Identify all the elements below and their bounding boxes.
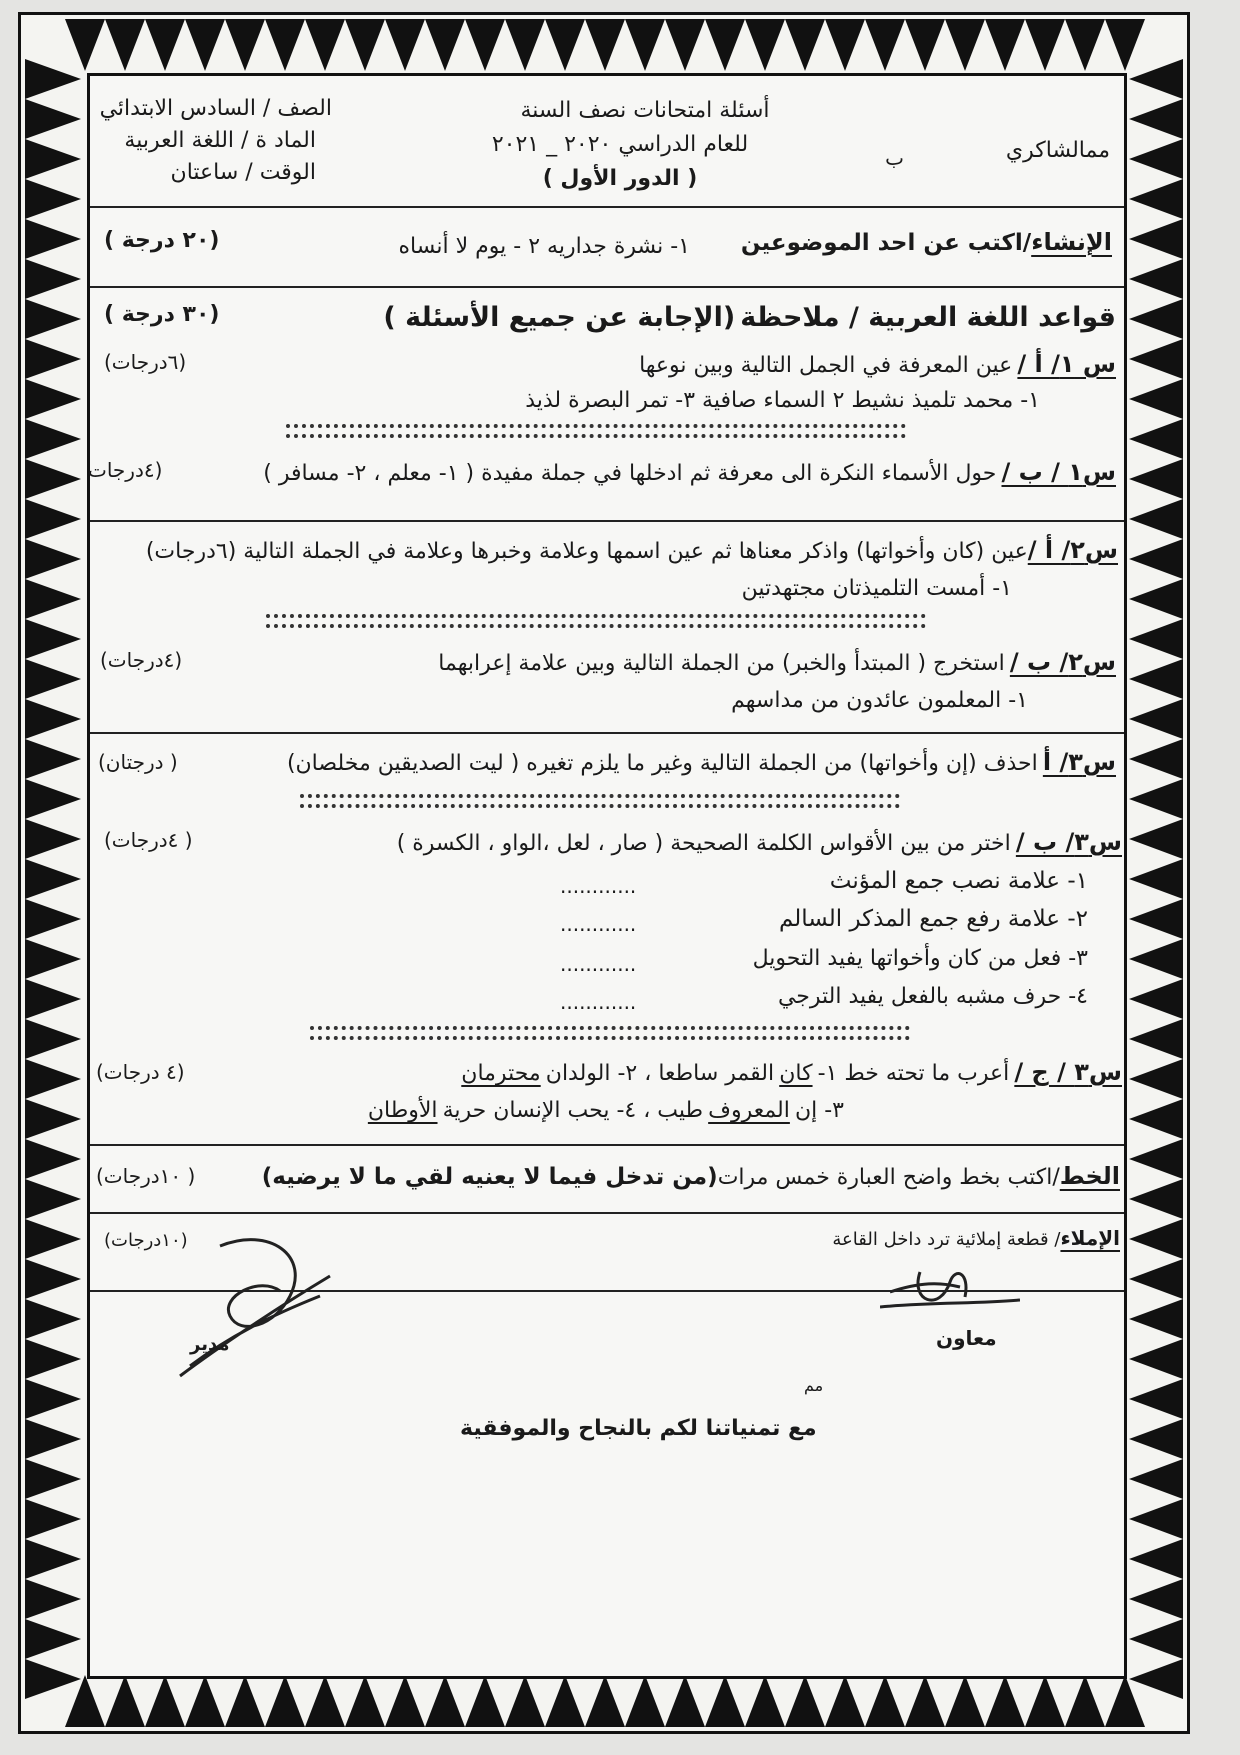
grammar-marks: (٣٠ درجة ) [104,302,220,327]
border-triangle [105,1675,145,1727]
border-triangle [25,1619,81,1659]
border-triangle [1129,1659,1183,1699]
border-triangle [265,19,305,71]
border-triangle [1129,579,1183,619]
border-triangle [465,1675,505,1727]
border-triangle [25,659,81,699]
border-triangle [1129,899,1183,939]
border-triangle [1129,1099,1183,1139]
q3b-option-1: ١- علامة نصب جمع المؤنث [829,868,1088,894]
border-triangle [25,1059,81,1099]
signature-right [880,1252,1020,1322]
border-triangle [25,1139,81,1179]
border-triangle [705,19,745,71]
underlined-word: محترمان [461,1061,541,1086]
dotted-line [286,424,906,432]
border-triangle [185,19,225,71]
dotted-line [310,1026,910,1034]
border-triangle [25,1379,81,1419]
border-triangle [25,1179,81,1219]
underlined-word: المعروف [708,1098,790,1123]
composition-question [741,228,1112,256]
border-triangle [945,1675,985,1727]
underlined-word: كان [779,1061,813,1086]
border-triangle [1129,1539,1183,1579]
composition-label: الإنشاء [1031,228,1112,256]
dotted-line [266,614,926,622]
border-triangle [1129,99,1183,139]
school-stamp: ممالشاكري [1005,138,1110,163]
divider [90,286,1124,288]
q2a-item: ١- أمست التلميذتان مجتهدتين [741,576,1012,601]
border-triangle [1129,1379,1183,1419]
border-triangle [785,1675,825,1727]
border-triangle [25,99,81,139]
border-triangle [265,1675,305,1727]
dotted-line [300,794,900,802]
border-triangle [625,19,665,71]
border-triangle [1129,459,1183,499]
q3c: س٣ / ج / أعرب ما تحته خط ١- كان القمر ساطعا ، ٢- الولدان محترمان [461,1058,1122,1086]
border-triangle [785,19,825,71]
border-triangle [25,1219,81,1259]
border-triangle [1129,379,1183,419]
q3b-option-3: ٣- فعل من كان وأخواتها يفيد التحويل [752,946,1088,971]
border-triangle [1065,19,1105,71]
exam-content [87,73,1127,1679]
q3a: س٣/ أ احذف (إن وأخواتها) من الجملة التالية وغير ما يلزم تغيره ( ليت الصديقين مخلصان) [286,748,1116,776]
q2b-item: ١- المعلمون عائدون من مداسهم [731,688,1028,713]
border-triangle [1129,1179,1183,1219]
q1a-marks: (٦درجات) [104,350,187,374]
border-triangle [25,1339,81,1379]
exam-title: أسئلة امتحانات نصف السنة [520,98,770,123]
exam-round: ( الدور الأول ) [542,166,698,191]
border-triangle [25,59,81,99]
border-triangle [25,539,81,579]
border-triangle [25,459,81,499]
q3b-option-2: ٢- علامة رفع جمع المذكر السالم [778,906,1088,932]
border-triangle [25,1259,81,1299]
border-triangle [1129,819,1183,859]
q2b: س٢/ ب / استخرج ( المبتدأ والخبر) من الجملة التالية وبين علامة إعرابهما [438,648,1116,676]
border-triangle [25,739,81,779]
border-triangle [1129,1019,1183,1059]
border-triangle [25,699,81,739]
border-triangle [25,1419,81,1459]
border-triangle [1129,59,1183,99]
border-triangle [1129,139,1183,179]
border-triangle [25,619,81,659]
border-triangle [1025,1675,1065,1727]
border-triangle [425,19,465,71]
border-triangle [25,339,81,379]
border-triangle [1129,1059,1183,1099]
border-triangle [145,1675,185,1727]
border-triangle [505,1675,545,1727]
q1b-marks: (٤درجات [88,458,163,482]
border-triangle [25,1299,81,1339]
signature-left-name: مدير [190,1334,230,1355]
divider [90,1212,1124,1214]
border-triangle [25,1019,81,1059]
border-triangle [665,1675,705,1727]
border-triangle [345,19,385,71]
border-triangle [345,1675,385,1727]
q2a: س٢/ أ /عين (كان وأخواتها) واذكر معناها ثم عين اسمها وعلامة وخبرها وعلامة في الجملة التالية (٦درجات) [145,536,1118,564]
q3a-marks: ( درجتان) [98,750,178,774]
border-triangle [585,19,625,71]
border-triangle [1129,339,1183,379]
border-triangle [25,379,81,419]
border-triangle [505,19,545,71]
border-triangle [1129,659,1183,699]
border-triangle [825,1675,865,1727]
border-triangle [1129,979,1183,1019]
border-triangle [1129,739,1183,779]
border-triangle [1129,1419,1183,1459]
border-triangle [25,259,81,299]
border-triangle [25,179,81,219]
answer-blank[interactable]: ............ [560,952,637,976]
q3b-marks: ( ٤درجات) [104,828,193,852]
border-triangle [105,19,145,71]
signature-left [160,1216,340,1386]
composition-instruction: /اكتب عن احد الموضوعين [740,230,1032,256]
q1b: س١ / ب / حول الأسماء النكرة الى معرفة ثم ادخلها في جملة مفيدة ( ١- معلم ، ٢- مسافر ) [263,458,1116,486]
dotted-line [300,804,900,812]
border-triangle [25,979,81,1019]
signature-right-name: معاون [936,1326,997,1350]
border-triangle [985,19,1025,71]
border-triangle [865,19,905,71]
border-triangle [1129,1459,1183,1499]
border-triangle [25,859,81,899]
border-triangle [545,19,585,71]
border-triangle [1129,219,1183,259]
border-triangle [1129,419,1183,459]
border-triangle [385,19,425,71]
border-triangle [905,1675,945,1727]
border-triangle [945,19,985,71]
border-triangle [25,219,81,259]
border-triangle [25,1459,81,1499]
divider [90,206,1124,208]
border-triangle [865,1675,905,1727]
border-triangle [825,19,865,71]
dotted-line [266,624,926,632]
border-triangle [905,19,945,71]
border-triangle [25,1659,81,1699]
border-triangle [305,19,345,71]
class-info: الصف / السادس الابتدائي [99,96,332,121]
stamp-sub: ب [885,146,904,170]
grammar-heading: قواعد اللغة العربية / ملاحظة (الإجابة عن جميع الأسئلة ) [383,302,1116,333]
border-triangle [225,1675,265,1727]
decorative-border-right [1125,15,1187,1731]
border-triangle [1129,1299,1183,1339]
border-triangle [585,1675,625,1727]
divider [90,520,1124,522]
border-triangle [1129,859,1183,899]
answer-blank[interactable]: ............ [560,912,637,936]
border-triangle [25,579,81,619]
underlined-word: الأوطان [367,1098,438,1123]
border-triangle [1129,539,1183,579]
border-triangle [1129,1499,1183,1539]
border-triangle [185,1675,225,1727]
border-triangle [385,1675,425,1727]
border-triangle [425,1675,465,1727]
border-triangle [305,1675,345,1727]
divider [90,1144,1124,1146]
border-triangle [1129,299,1183,339]
composition-marks: (٢٠ درجة ) [104,228,220,253]
decorative-border-top [21,15,1187,75]
answer-blank[interactable]: ............ [560,874,637,898]
footer-mark: مم [804,1376,824,1395]
border-triangle [1129,1339,1183,1379]
border-triangle [1129,1619,1183,1659]
q3c-marks: (٤ درجات) [96,1060,185,1084]
border-triangle [1129,939,1183,979]
q3b-option-4: ٤- حرف مشبه بالفعل يفيد الترجي [777,984,1088,1009]
border-triangle [1129,179,1183,219]
border-triangle [25,419,81,459]
border-triangle [1065,1675,1105,1727]
q3c-line2: ٣- إن المعروف طيب ، ٤- يحب الإنسان حرية الأوطان [367,1098,844,1123]
time-info: الوقت / ساعتان [170,160,316,185]
border-triangle [1025,19,1065,71]
border-triangle [465,19,505,71]
border-triangle [25,939,81,979]
exam-sheet [18,12,1190,1734]
border-triangle [985,1675,1025,1727]
q3b: س٣/ ب / اختر من بين الأقواس الكلمة الصحيحة ( صار ، لعل ،الواو ، الكسرة ) [396,828,1122,856]
border-triangle [705,1675,745,1727]
border-triangle [1129,699,1183,739]
decorative-border-bottom [21,1671,1187,1731]
border-triangle [1129,1259,1183,1299]
border-triangle [25,779,81,819]
handwriting-question: الخط/اكتب بخط واضح العبارة خمس مرات(من تدخل فيما لا يعنيه لقي ما لا يرضيه) [261,1162,1120,1190]
academic-year: للعام الدراسي ٢٠٢٠ _ ٢٠٢١ [491,132,749,157]
border-triangle [25,139,81,179]
border-triangle [745,19,785,71]
border-triangle [25,1579,81,1619]
answer-blank[interactable]: ............ [560,990,637,1014]
border-triangle [1129,619,1183,659]
q2b-marks: (٤درجات) [100,648,183,672]
border-triangle [25,899,81,939]
border-triangle [1129,1579,1183,1619]
border-triangle [25,1499,81,1539]
border-triangle [1129,499,1183,539]
border-triangle [25,819,81,859]
decorative-border-left [21,15,85,1731]
composition-topics: ١- نشرة جداريه ٢ - يوم لا أنساه [398,234,690,259]
closing-wish: مع تمنياتنا لكم بالنجاح والموفقية [460,1416,817,1441]
border-triangle [225,19,265,71]
border-triangle [625,1675,665,1727]
border-triangle [1129,779,1183,819]
border-triangle [1129,1139,1183,1179]
q1a: س ١/ أ / عين المعرفة في الجمل التالية وبين نوعها [639,350,1116,378]
dotted-line [286,434,906,442]
border-triangle [745,1675,785,1727]
dictation-question: الإملاء/ قطعة إملائية ترد داخل القاعة [832,1226,1120,1250]
border-triangle [25,499,81,539]
handwriting-marks: ( ١٠درجات) [96,1164,196,1188]
dictation-marks: (١٠درجات) [104,1230,188,1251]
border-triangle [545,1675,585,1727]
dotted-line [310,1036,910,1044]
border-triangle [25,1099,81,1139]
border-triangle [1129,1219,1183,1259]
subject-info: الماد ة / اللغة العربية [124,128,316,153]
q1a-items: ١- محمد تلميذ نشيط ٢ السماء صافية ٣- تمر البصرة لذيذ [525,388,1040,413]
border-triangle [145,19,185,71]
divider [90,732,1124,734]
border-triangle [1129,259,1183,299]
border-triangle [665,19,705,71]
border-triangle [25,299,81,339]
border-triangle [25,1539,81,1579]
